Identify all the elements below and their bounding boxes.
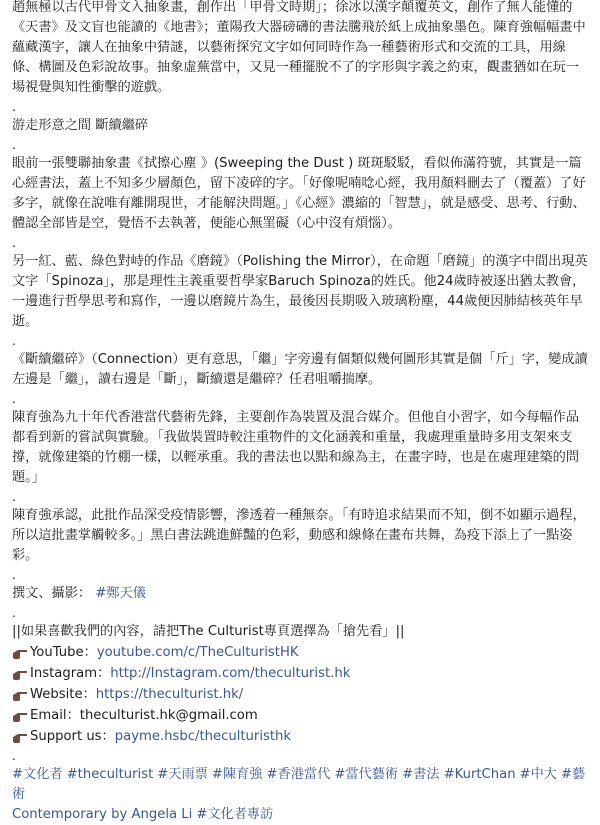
pointing-finger-icon xyxy=(12,667,28,681)
paragraph-sweeping-dust: 眼前一張雙聯抽象畫《拭擦心塵 》(Sweeping the Dust ) 斑斑駁駁，看似佈滿符號，其實是一篇心經書法，蓋上不知多少層顏色，留下凌碎的字。「好像呢喃唸心經，我用顏料刪去了（覆蓋）了好多字，就像在說唯有離開現世，才能解決問題。」《心經》濃縮的「智慧」，就是感受、思考、行動、體認全部皆是空，覺悟不去執著，便能心無罣礙（心中沒有煩惱）。 xyxy=(12,156,586,231)
contact-label: Instagram： xyxy=(30,666,111,681)
contact-instagram xyxy=(12,663,590,684)
hashtag-link[interactable]: #天雨票 xyxy=(157,767,208,782)
section-title: 游走形意之間 斷續繼碎 xyxy=(12,118,149,133)
contact-website xyxy=(12,684,590,705)
pointing-finger-icon xyxy=(12,646,28,660)
dot-separator: . xyxy=(12,568,16,582)
hashtag-link[interactable]: #KurtChan xyxy=(443,767,516,782)
paragraph-connection: 《斷續繼碎》（Connection）更有意思，「繼」字旁邊有個類似幾何圖形其實是個「斤」字，變成讀左邊是「繼」，讀右邊是「斷」，斷續還是繼碎？任君咀嚼揣摩。 xyxy=(12,352,588,387)
hashtag-link[interactable]: #藝術 xyxy=(12,767,586,802)
pointing-finger-icon xyxy=(12,688,28,702)
dot-separator: . xyxy=(12,749,16,763)
dot-separator: . xyxy=(12,392,16,406)
hashtag-link[interactable]: #陳育強 xyxy=(211,767,263,782)
dot-separator: . xyxy=(12,490,16,504)
promo-line: ||如果喜歡我們的內容，請把The Culturist專頁選擇為「搶先看」|| xyxy=(12,624,405,639)
hashtag-link[interactable]: #中大 xyxy=(519,767,557,782)
contact-label: YouTube： xyxy=(30,645,97,660)
youtube-link[interactable]: youtube.com/c/TheCulturistHK xyxy=(96,645,299,660)
post-body xyxy=(12,0,590,825)
contact-email xyxy=(12,705,590,726)
hashtag-link[interactable]: #香港當代 xyxy=(266,767,331,782)
pointing-finger-icon xyxy=(12,730,28,744)
contact-label: Email： xyxy=(30,708,80,723)
contact-youtube xyxy=(12,642,590,663)
hashtag-link[interactable]: #theculturist xyxy=(66,767,154,782)
email-address: theculturist.hk@gmail.com xyxy=(79,708,258,723)
paragraph-pandemic: 陳育強承認，此批作品深受疫情影響，滲透着一種無奈。「有時追求結果而不知，倒不如顯示過程，所以這批畫掌觸較多。」黑白書法跳進鮮豔的色彩，動感和線條在畫布共舞，為疫下添上了一點姿彩。 xyxy=(12,508,586,563)
contact-list xyxy=(12,642,590,747)
pointing-finger-icon xyxy=(12,709,28,723)
dot-separator: . xyxy=(12,606,16,620)
author-hashtag-link[interactable]: #鄭天儀 xyxy=(95,586,146,601)
hashtag-link[interactable]: #當代藝術 xyxy=(334,767,399,782)
credit-line xyxy=(12,584,590,604)
contact-label: Website： xyxy=(30,687,96,702)
contact-support xyxy=(12,726,590,747)
dot-separator: . xyxy=(12,100,16,114)
hashtag-link[interactable]: #書法 xyxy=(402,767,440,782)
hashtag-link[interactable]: Contemporary by Angela Li xyxy=(12,807,193,822)
dot-separator: . xyxy=(12,334,16,348)
support-link[interactable]: payme.hsbc/theculturisthk xyxy=(114,729,292,744)
hashtag-line xyxy=(12,765,590,825)
dot-separator: . xyxy=(12,236,16,250)
hashtag-link[interactable]: #文化者專訪 xyxy=(196,807,274,822)
hashtag-link[interactable]: #文化者 xyxy=(12,767,63,782)
dot-separator: . xyxy=(12,138,16,152)
paragraph-artist-background: 陳育強為九十年代香港當代藝術先鋒，主要創作為裝置及混合媒介。但他自小習字，如今每幅作品都看到新的嘗試與實驗。「我做裝置時較注重物件的文化涵義和重量，我處理重量時多用支架來支撐，就像建築的竹棚一樣，以輕承重。我的書法也以點和線為主，在畫字時，也是在處理建築的問題。」 xyxy=(12,410,580,485)
instagram-link[interactable]: http://Instagram.com/theculturist.hk xyxy=(110,666,351,681)
paragraph-polishing-mirror: 另一紅、藍、綠色對峙的作品《磨鏡》（Polishing the Mirror），在命題「磨鏡」的漢字中間出現英文字「Spinoza」，那是理性主義重要哲學家Baruch Spinoza的姓氏。他24歲時被逐出猶太教會，一邊進行哲學思考和寫作，一邊以磨鏡片為生，最後因長期吸入玻璃粉塵，44歲便因肺結核英年早逝。 xyxy=(12,254,588,329)
contact-label: Support us： xyxy=(30,729,115,744)
website-link[interactable]: https://theculturist.hk/ xyxy=(95,687,244,702)
intro-paragraph: 趙無極以古代甲骨文入抽象畫，創作出「甲骨文時期」；徐冰以漢字顛覆英文，創作了無人能懂的《天書》及文盲也能讀的《地書》；董陽孜大器磅礴的書法騰飛於紙上成抽象墨色。陳育強幅幅畫中蘊藏漢字，讓人在抽象中猜謎，以藝術探究文字如何同時作為一種藝術形式和交流的工具，用線條、構圖及色彩說故事。抽象虛蕪當中，又見一種擺脫不了的字形與字義之約束，觀畫猶如在玩一場視覺與知性衝擊的遊戲。 xyxy=(12,0,586,95)
credit-label: 撰文、攝影： xyxy=(12,586,92,601)
